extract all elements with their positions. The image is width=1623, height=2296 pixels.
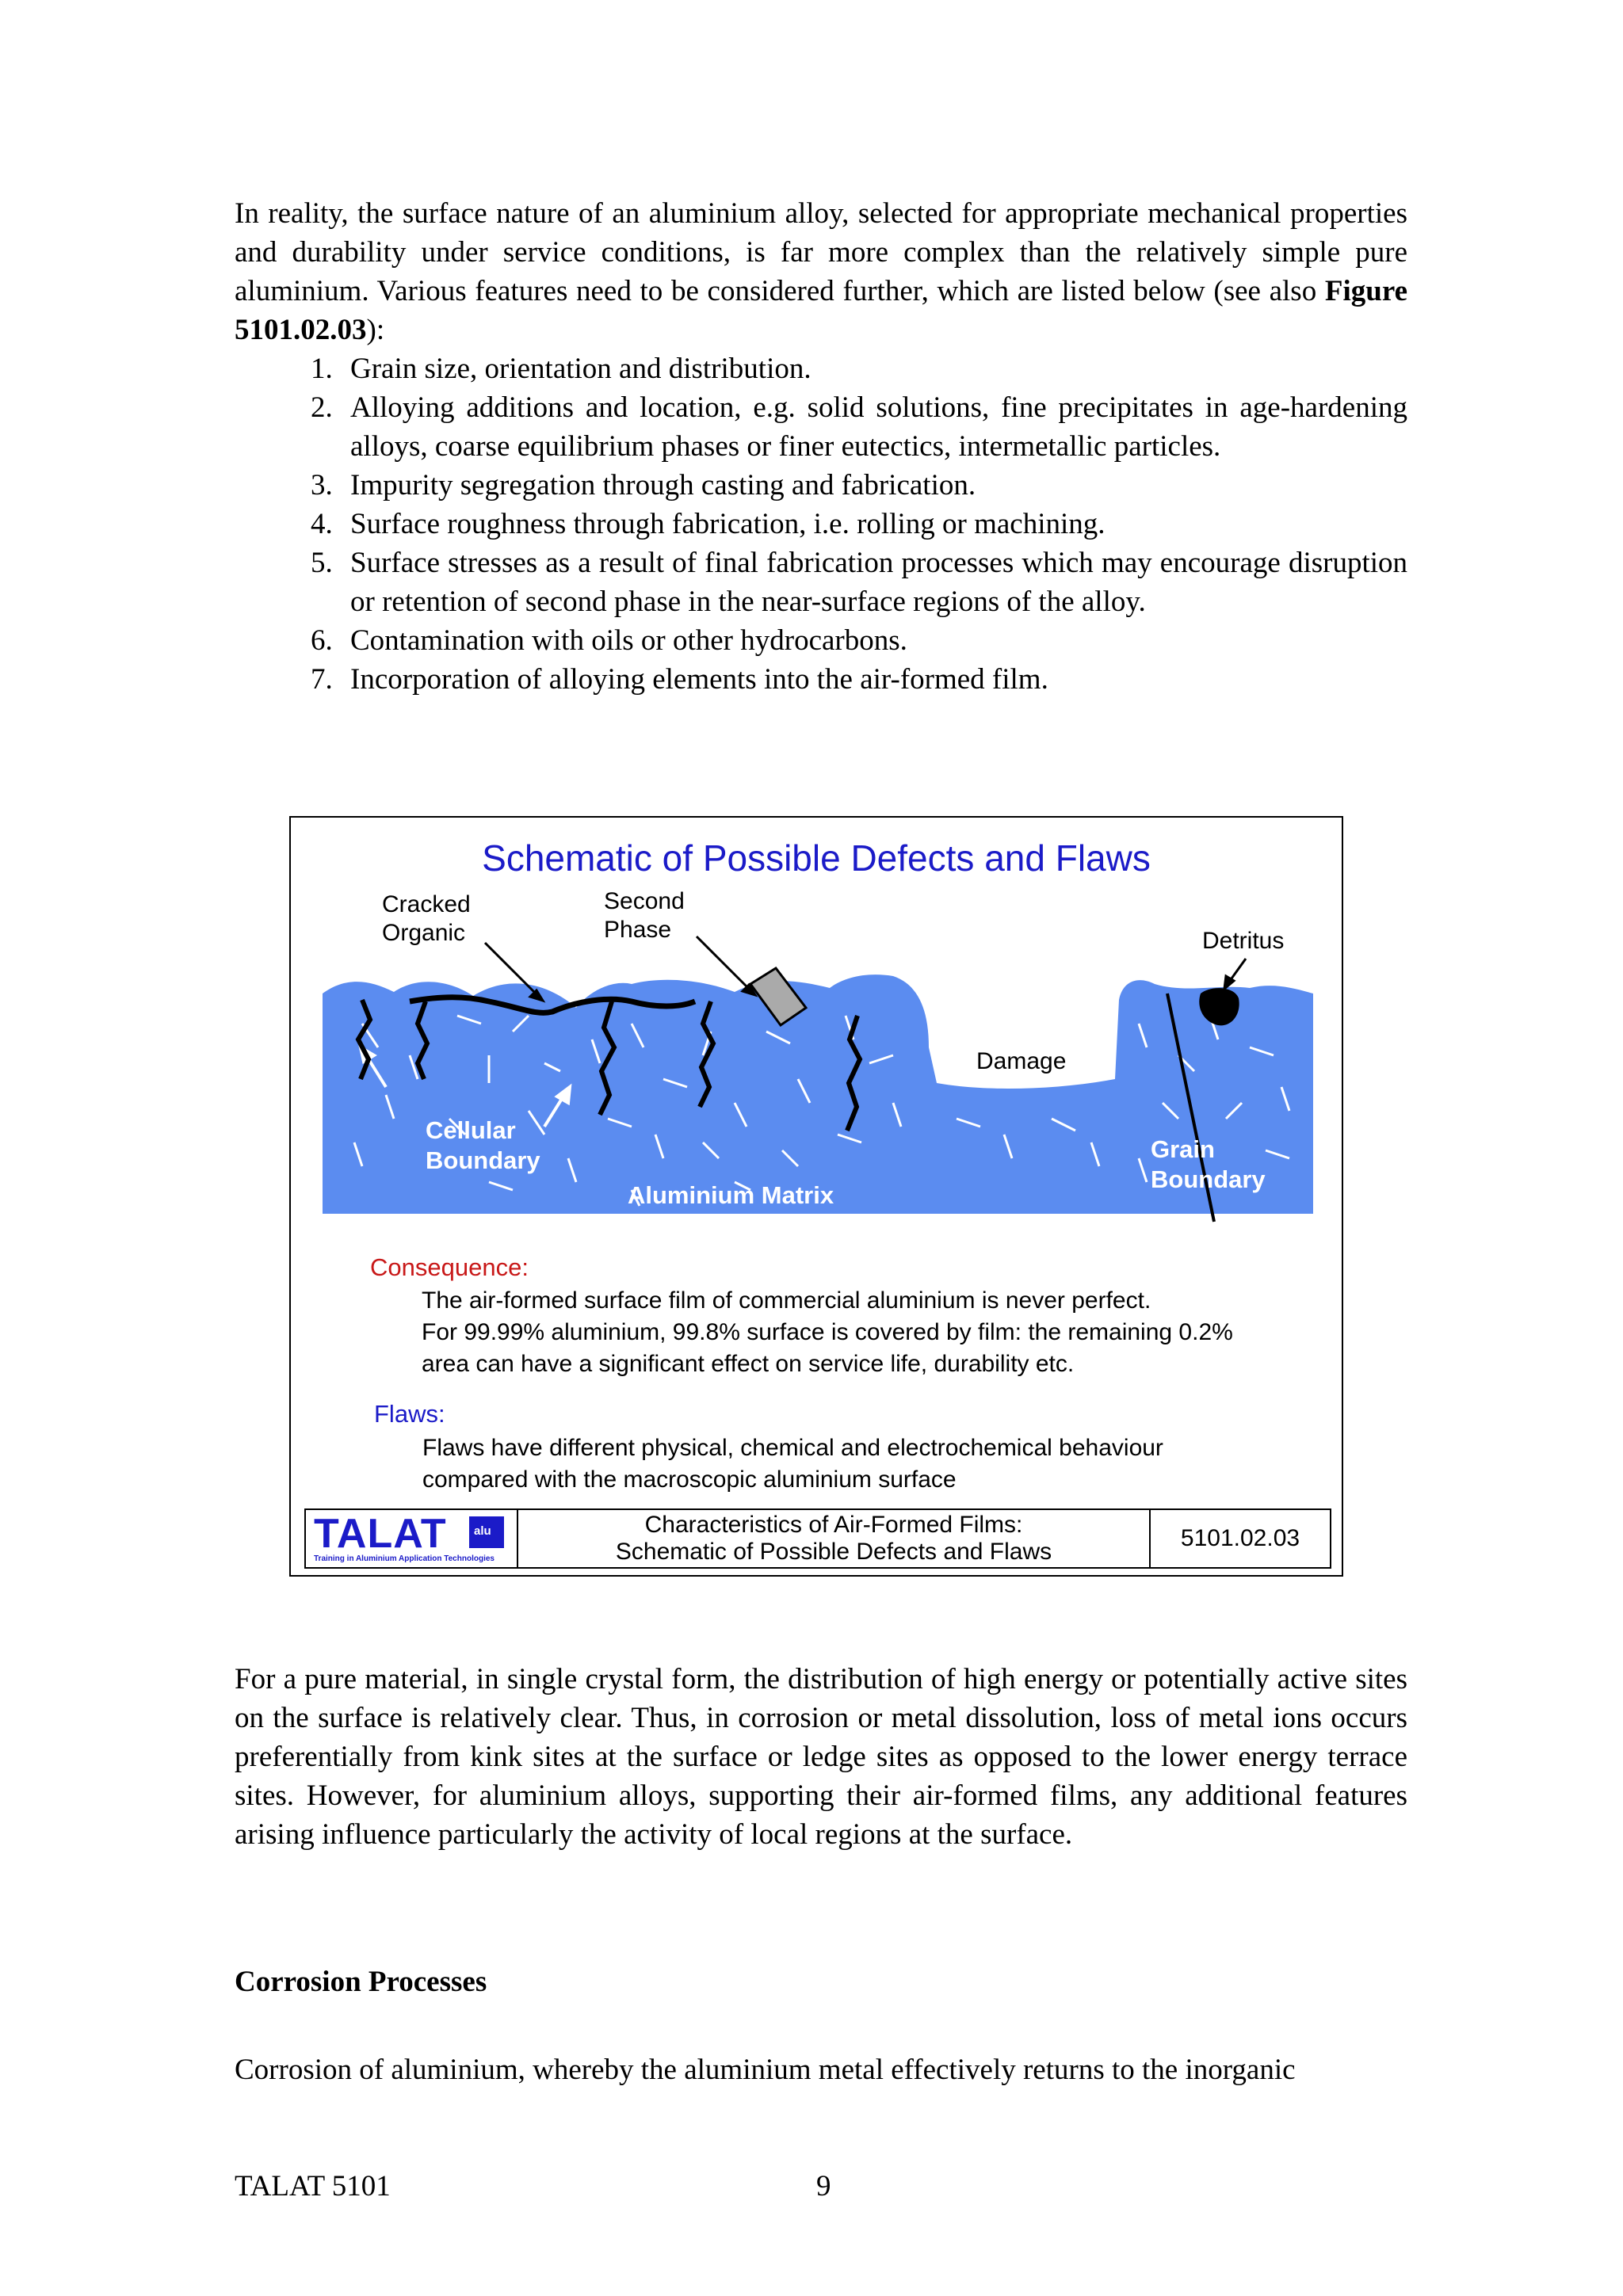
figure-footer [304,1508,1331,1569]
consequence-heading: Consequence: [370,1253,529,1281]
figure-caption: Characteristics of Air-Formed Films: Schematic of Possible Defects and Flaws [518,1510,1151,1567]
list-item: 1. Grain size, orientation and distribution. [311,353,812,385]
flaws-text: Flaws have different physical, chemical and electrochemical behaviour compared with the macroscopic aluminium surface [422,1435,1163,1493]
intro-text: In reality, the surface nature of an aluminium alloy, selected for appropriate mechanical properties and durability under service conditions, is far more complex than the relatively simple pure aluminium. Various features need to be considered further, which are listed below (see also [235,197,1407,307]
label-detritus: Detritus [1202,928,1285,954]
consequence-text: The air-formed surface film of commercial aluminium is never perfect. For 99.99% aluminium, 99.8% surface is covered by film: the remaining 0.2% area can have a significant effect on service life, durability etc. [422,1287,1233,1377]
list-item: 2. Alloying additions and location, e.g. solid solutions, fine precipitates in age-hardening alloys, coarse equilibrium phases or finer eutectics, intermetallic particles. [311,391,1407,463]
list-item: 5. Surface stresses as a result of final fabrication processes which may encourage disruption or retention of second phase in the near-surface regions of the alloy. [311,547,1407,618]
list-item: 7. Incorporation of alloying elements into the air-formed film. [311,663,1048,696]
label-grain-boundary: Grain Boundary [1151,1135,1266,1193]
footer-document-id: TALAT 5101 [235,2170,391,2203]
page-number: 9 [816,2170,831,2203]
label-aluminium-matrix: Aluminium Matrix [628,1181,834,1209]
label-cracked-organic: Cracked Organic [382,891,471,946]
figure-code: 5101.02.03 [1180,1525,1300,1551]
label-second-phase: Second Phase [604,888,685,943]
feature-list [235,349,1407,699]
intro-paragraph [235,194,1407,349]
eu-flag-icon: alu [469,1516,504,1548]
single-crystal-paragraph: For a pure material, in single crystal form, the distribution of high energy or potentially active sites on the surface is relatively clear. Thus, in corrosion or metal dissolution, loss of metal ions occurs preferentially from kink sites at the surface or ledge sites as opposed to the lower energy terrace sites. However, for aluminium alloys, supporting their air-formed films, any additional features arising influence particularly the activity of local regions at the surface. [235,1663,1407,1851]
figure-reference: Figure 5101.02.03 [235,275,1407,346]
list-item: 4. Surface roughness through fabrication, i.e. rolling or machining. [311,508,1106,540]
figure-title: Schematic of Possible Defects and Flaws [482,837,1151,879]
section-heading: Corrosion Processes [235,1966,487,1998]
label-cellular-boundary: Cellular Boundary [426,1116,540,1174]
flaws-heading: Flaws: [374,1400,445,1428]
label-damage: Damage [976,1048,1067,1074]
corrosion-paragraph: Corrosion of aluminium, whereby the aluminium metal effectively returns to the inorganic [235,2054,1296,2086]
intro-text-end: ): [366,314,385,346]
defects-figure [289,816,1343,1577]
list-item: 6. Contamination with oils or other hydrocarbons. [311,624,907,657]
list-item: 3. Impurity segregation through casting and fabrication. [311,469,976,502]
talat-logo: TALAT alu Training in Aluminium Application Technologies [306,1510,518,1567]
